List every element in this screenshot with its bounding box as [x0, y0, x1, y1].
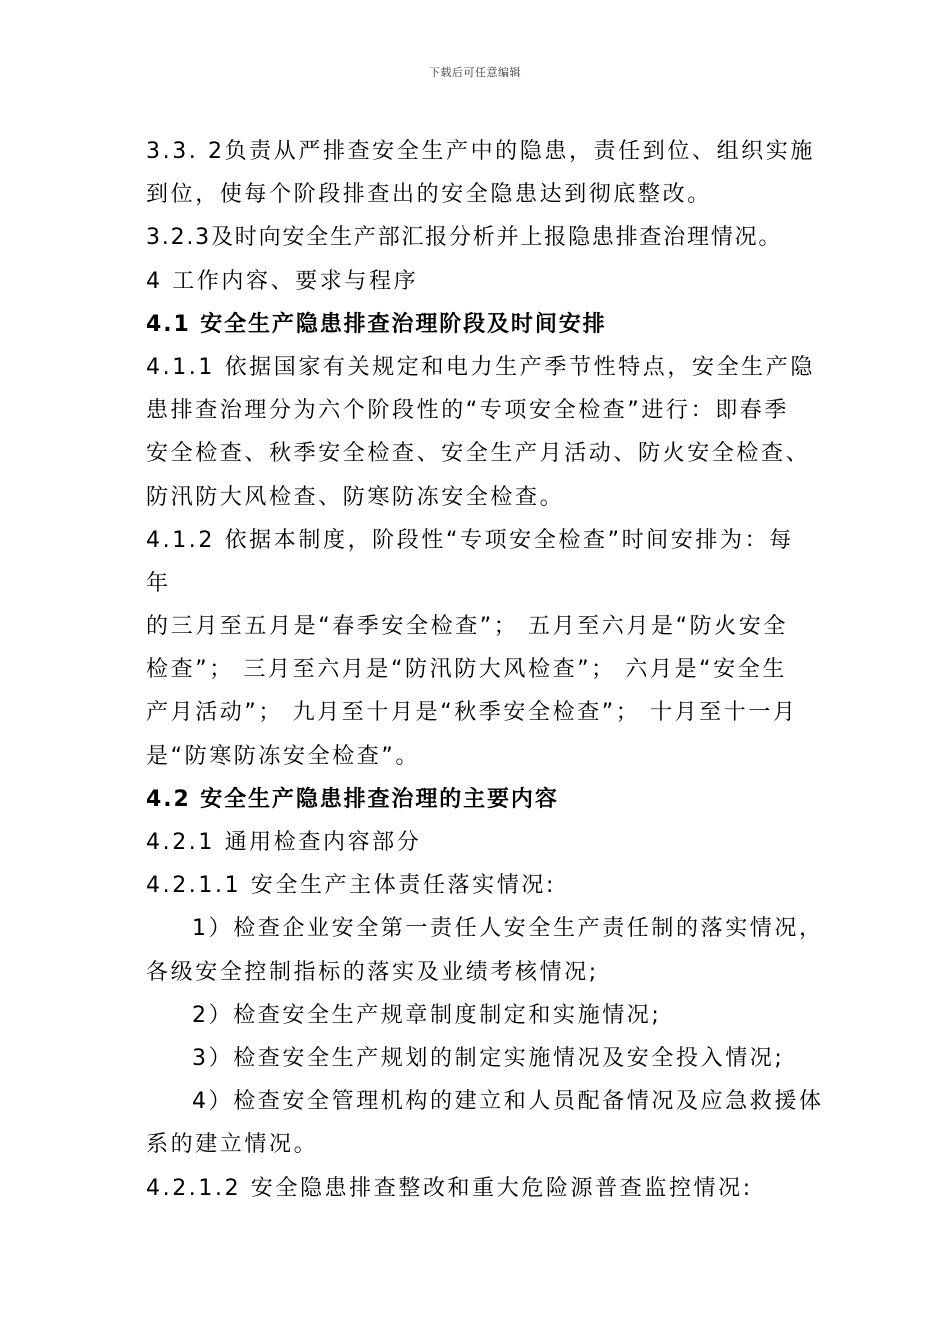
- list-item: 3）检查安全生产规划的制定实施情况及安全投入情况;: [192, 1045, 785, 1071]
- paragraph-line: 到位，使每个阶段排查出的安全隐患达到彻底整改。: [146, 182, 712, 208]
- paragraph-line: 4.2.1.1 安全生产主体责任落实情况:: [146, 873, 556, 899]
- paragraph-line: 4.1.2 依据本制度，阶段性“专项安全检查”时间安排为：每: [146, 527, 794, 553]
- paragraph-line: 的三月至五月是“春季安全检查”； 五月至六月是“防火安全: [146, 614, 788, 640]
- paragraph-line: 3.2.3及时向安全生产部汇报分析并上报隐患排查治理情况。: [146, 225, 783, 251]
- list-item: 2）检查安全生产规章制度制定和实施情况;: [192, 1002, 662, 1028]
- paragraph-line: 4.2.1.2 安全隐患排查整改和重大危险源普查监控情况:: [146, 1175, 753, 1201]
- paragraph-line: 是“防寒防冻安全检查”。: [146, 743, 420, 769]
- paragraph-line: 4.1.1 依据国家有关规定和电力生产季节性特点，安全生产隐: [146, 354, 815, 380]
- subsection-heading: 4.2 安全生产隐患排查治理的主要内容: [146, 786, 559, 812]
- paragraph-line: 产月活动”； 九月至十月是“秋季安全检查”； 十月至十一月: [146, 700, 798, 726]
- document-body: [146, 133, 824, 1213]
- paragraph-line: 检查”； 三月至六月是“防汛防大风检查”； 六月是“安全生: [146, 657, 787, 683]
- paragraph-line: 系的建立情况。: [146, 1132, 319, 1158]
- paragraph-line: 年: [146, 570, 171, 596]
- list-item: 1）检查企业安全第一责任人安全生产责任制的落实情况，: [192, 916, 824, 942]
- paragraph-line: 患排查治理分为六个阶段性的“专项安全检查”进行：即春季: [146, 398, 789, 424]
- subsection-heading: 4.1 安全生产隐患排查治理阶段及时间安排: [146, 311, 607, 337]
- paragraph-line: 3.3. 2负责从严排查安全生产中的隐患，责任到位、组织实施: [146, 139, 815, 164]
- paragraph-line: 4.2.1 通用检查内容部分: [146, 830, 422, 855]
- paragraph-line: 防汛防大风检查、防寒防冻安全检查。: [146, 484, 565, 510]
- list-item: 4）检查安全管理机构的建立和人员配备情况及应急救援体: [192, 1089, 824, 1115]
- section-heading: 4 工作内容、要求与程序: [146, 268, 419, 294]
- paragraph-line: 各级安全控制指标的落实及业绩考核情况;: [146, 959, 599, 985]
- paragraph-line: 安全检查、秋季安全检查、安全生产月活动、防火安全检查、: [146, 441, 811, 467]
- page-header-note: 下载后可任意编辑: [429, 66, 521, 79]
